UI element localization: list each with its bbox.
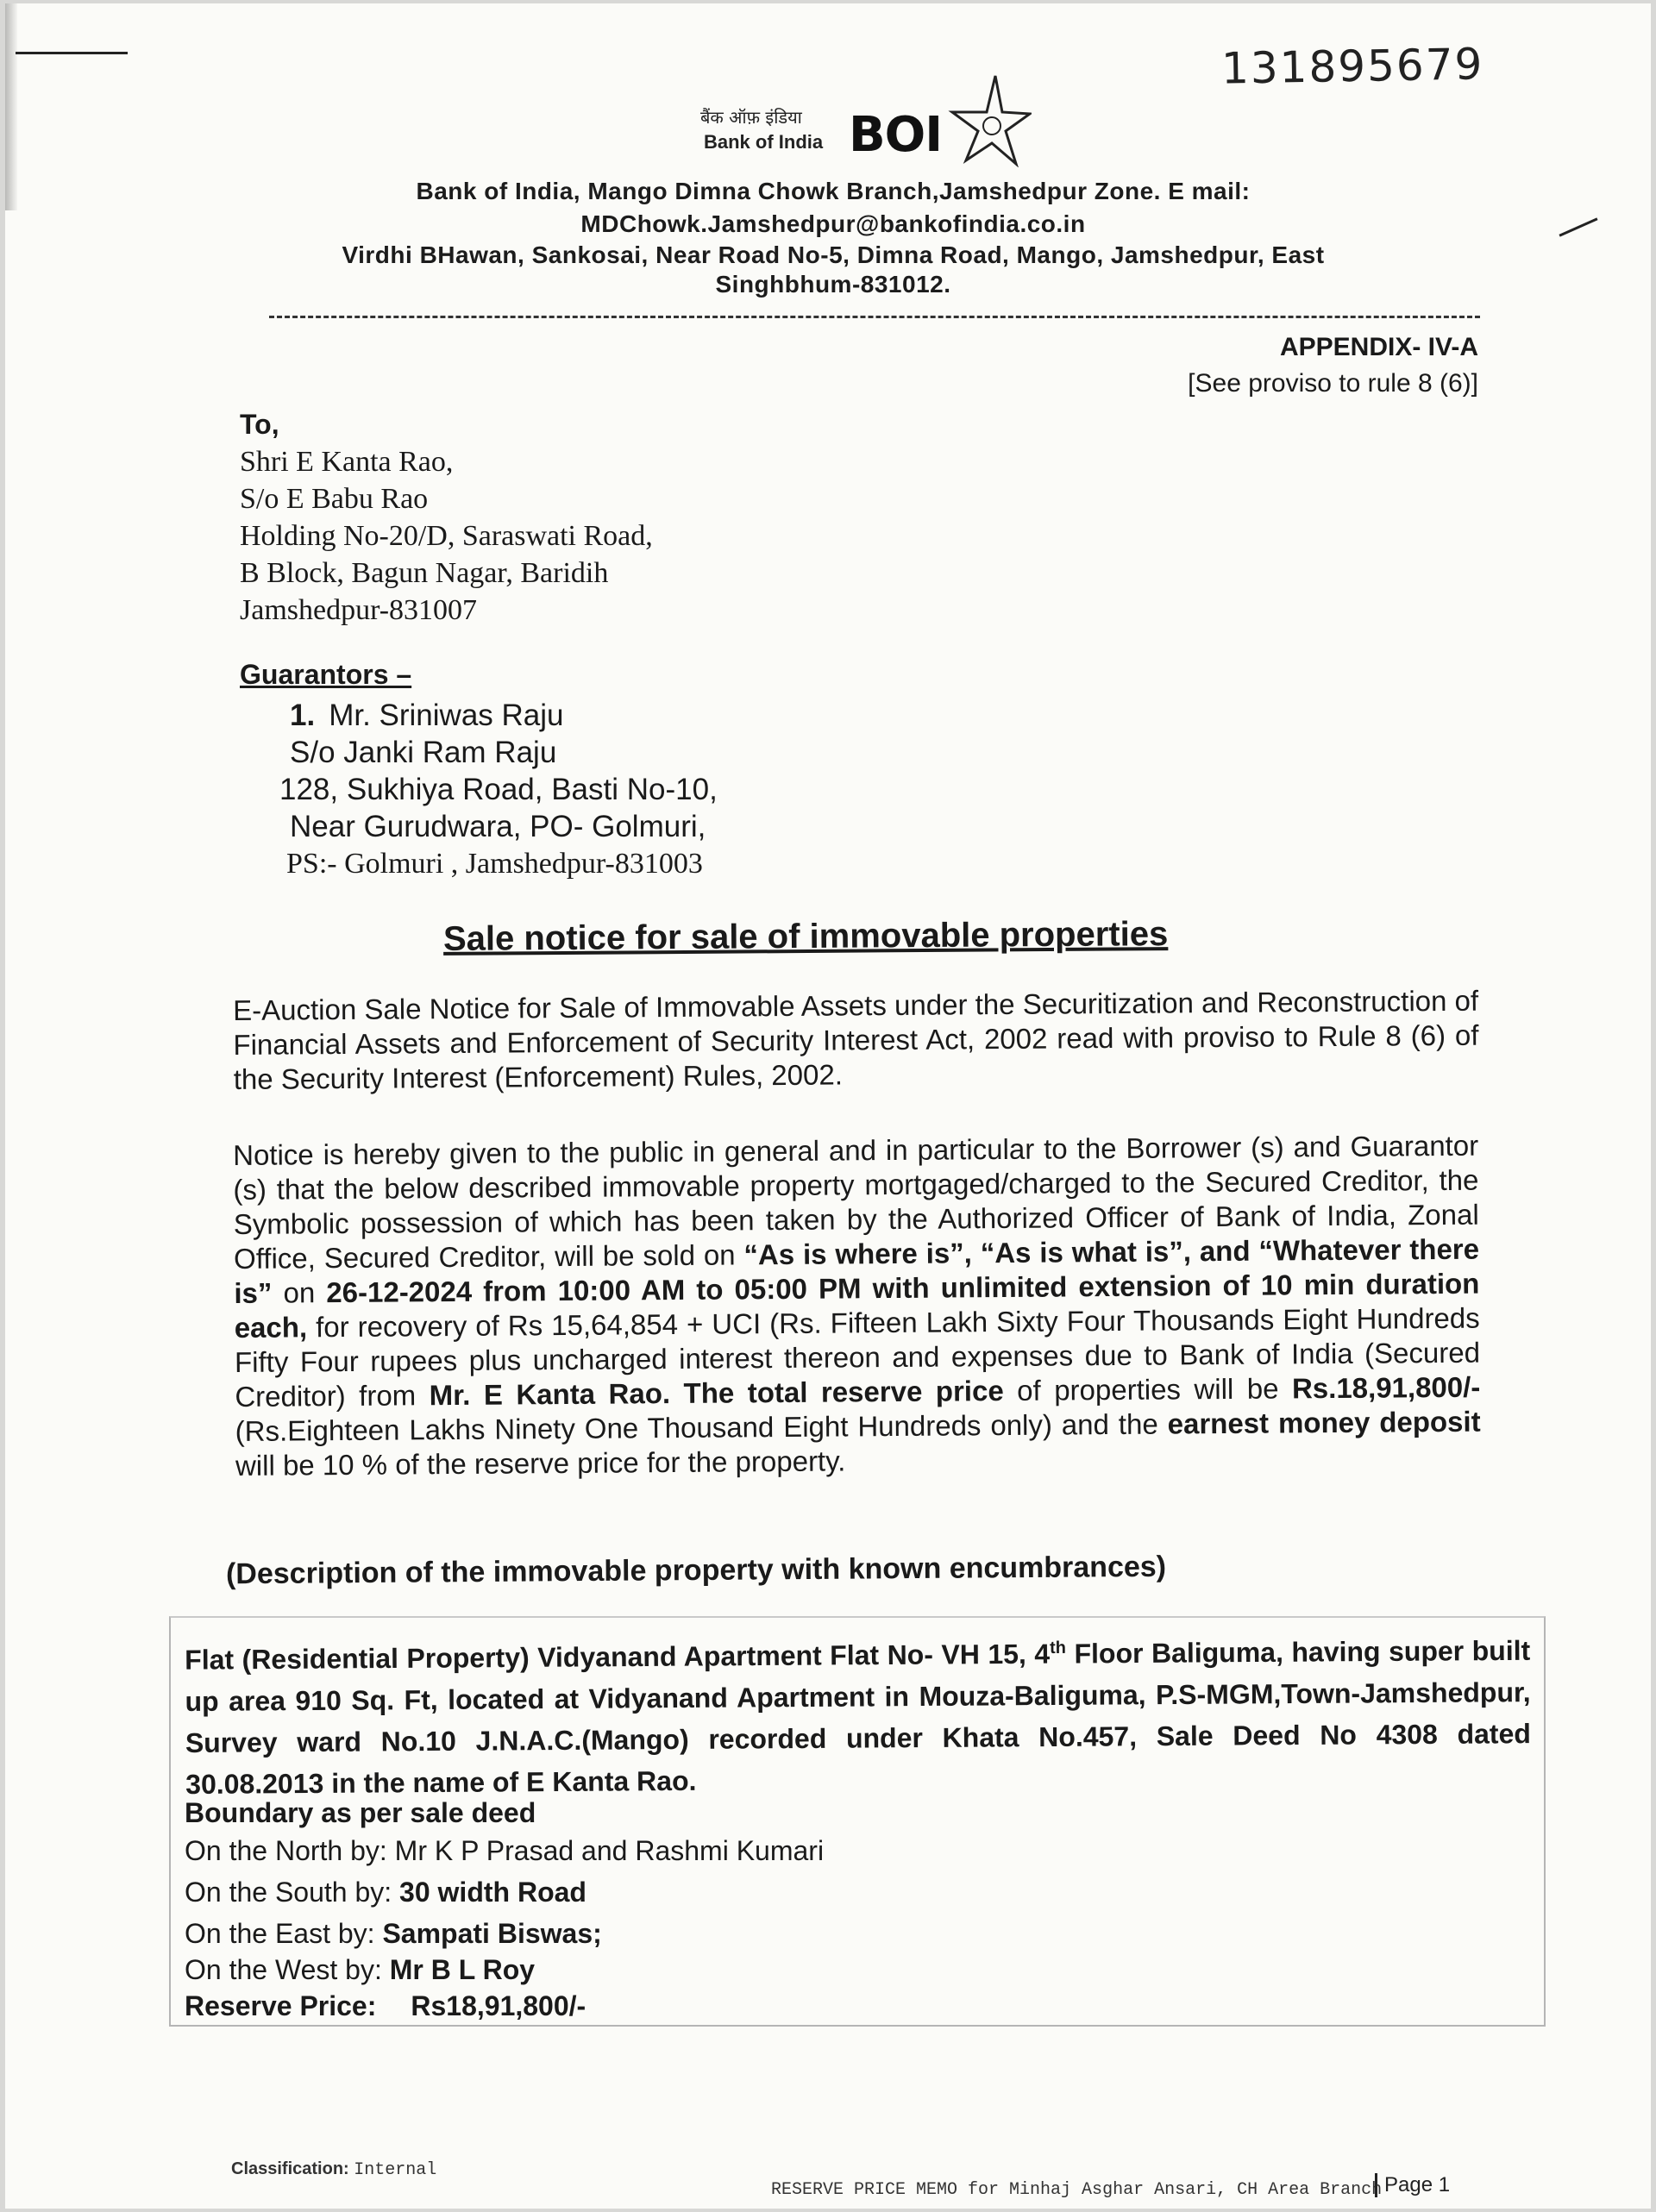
- logo-hindi-text: बैंक ऑफ़ इंडिया: [700, 107, 802, 128]
- boundary-west: [185, 1954, 535, 1986]
- boundary-label: On the East by:: [185, 1918, 383, 1949]
- notice-text: (Rs.Eighteen Lakhs Ninety One Thousand Eight Hundreds only) and the: [235, 1407, 1168, 1447]
- property-details-box: [169, 1616, 1546, 2027]
- address-line: Jamshedpur-831007: [240, 594, 478, 626]
- appendix-label: APPENDIX- IV-A: [1279, 333, 1478, 361]
- header-email: MDChowk.Jamshedpur@bankofindia.co.in: [580, 210, 1086, 237]
- boundary-value: Mr K P Prasad and Rashmi Kumari: [394, 1835, 825, 1866]
- header-divider: [269, 316, 1480, 318]
- scan-edge-shadow: [5, 3, 17, 210]
- notice-text: Notice is hereby given to the public in general and in particular to the Borrower (s) and Guarantor (s) that the below described immovable property mortgaged/charged to the Secured Creditor, the Symbolic possession of which has been taken by the Authorized Officer of Bank of India, Zonal Office, Secured Creditor, will be sold on: [233, 1129, 1479, 1275]
- header-address: Virdhi BHawan, Sankosai, Near Road No-5, Dimna Road, Mango, Jamshedpur, East: [342, 241, 1325, 268]
- logo-english-text: Bank of India: [704, 131, 824, 153]
- pen-tick-mark: [1559, 217, 1597, 236]
- classification-footer: [231, 2159, 436, 2180]
- document-page: [5, 3, 1651, 2209]
- classification-label: Classification:: [231, 2159, 349, 2178]
- reserve-price-value: Rs18,91,800/-: [411, 1990, 586, 2021]
- reserve-price-label: Reserve Price:: [185, 1990, 377, 2021]
- address-line: B Block, Bagun Nagar, Baridih: [240, 557, 609, 589]
- notice-text: will be 10 % of the reserve price for the property.: [235, 1444, 846, 1482]
- notice-emphasis: Mr. E Kanta Rao. The total reserve price: [429, 1374, 1004, 1412]
- address-line: 128, Sukhiya Road, Basti No-10,: [279, 773, 718, 806]
- memo-footer: RESERVE PRICE MEMO for Minhaj Asghar Ansari, CH Area Branch: [771, 2180, 1383, 2200]
- logo-brand-text: BOI: [849, 107, 943, 163]
- address-line: Near Gurudwara, PO- Golmuri,: [290, 810, 706, 843]
- reserve-price-amount: Rs.18,91,800/-: [1291, 1370, 1481, 1405]
- bank-logo: [695, 74, 1040, 169]
- classification-value: Internal: [354, 2160, 437, 2180]
- boundary-label: On the North by:: [185, 1835, 395, 1866]
- boundary-label: On the South by:: [185, 1877, 400, 1908]
- auction-date-time: 26-12-2024 from 10:00 AM to 05:00 PM with unlimited extension of 10 min duration each,: [234, 1267, 1480, 1344]
- boundary-east: [185, 1918, 602, 1950]
- ordinal-suffix: th: [1050, 1638, 1067, 1657]
- address-line: Shri E Kanta Rao,: [240, 446, 454, 478]
- star-icon: [945, 74, 1032, 167]
- guarantor-address: [279, 697, 718, 882]
- reserve-price-line: [185, 1990, 586, 2022]
- sale-notice-title: Sale notice for sale of immovable properties: [442, 915, 1169, 958]
- property-description: [185, 1624, 1531, 1805]
- boundary-title: Boundary as per sale deed: [185, 1797, 536, 1828]
- guarantors-title: Guarantors –: [240, 659, 412, 690]
- property-description-title: (Description of the immovable property with known encumbrances): [225, 1550, 1167, 1591]
- paragraph-notice: [233, 1129, 1481, 1483]
- boundary-value: Mr B L Roy: [389, 1954, 536, 1985]
- boundary-value: Sampati Biswas;: [382, 1918, 602, 1949]
- notice-emphasis: earnest money deposit: [1167, 1405, 1481, 1440]
- to-label: To,: [240, 409, 279, 440]
- address-line: Holding No-20/D, Saraswati Road,: [240, 520, 653, 552]
- boundary-south: [185, 1877, 586, 1908]
- guarantor-name: Mr. Sriniwas Raju: [329, 699, 564, 732]
- notice-text: for recovery of Rs 15,64,854 + UCI (Rs. Fifteen Lakh Sixty Four Thousands Eight Hundreds Fifty Four rupees plus uncharged interest thereon and expenses due to Bank of India (Secured Creditor) from: [234, 1301, 1481, 1413]
- boundary-north: [185, 1835, 824, 1867]
- address-line: PS:- Golmuri , Jamshedpur-831003: [286, 848, 703, 880]
- property-text: Flat (Residential Property) Vidyanand Apartment Flat No- VH 15, 4: [185, 1638, 1051, 1676]
- boundary-value: 30 width Road: [399, 1877, 586, 1908]
- boundary-label: On the West by:: [185, 1954, 390, 1985]
- handwritten-number: 131895679: [1220, 39, 1484, 94]
- notice-text: of properties will be: [1003, 1372, 1293, 1407]
- address-line: S/o E Babu Rao: [240, 483, 429, 515]
- pen-mark: [16, 52, 128, 54]
- paragraph-intro: E-Auction Sale Notice for Sale of Immovable Assets under the Securitization and Reconstruction of Financial Assets and Enforcement of Security Interest Act, 2002 read with proviso to Rule 8 (6) of the Security Interest (Enforcement) Rules, 2002.: [233, 984, 1479, 1095]
- page-number: Page 1: [1375, 2173, 1450, 2197]
- header-line: Bank of India, Mango Dimna Chowk Branch,Jamshedpur Zone. E mail:: [416, 178, 1251, 204]
- property-text: Floor Baliguma, having super built up area 910 Sq. Ft, located at Vidyanand Apartment in Mouza-Baliguma, P.S-MGM,Town-Jamshedpur, Survey ward No.10 J.N.A.C.(Mango) recorded under Khata No.457, Sale Deed No 4308 dated 30.08.2013 in the name of E Kanta Rao.: [185, 1634, 1531, 1800]
- address-line: S/o Janki Ram Raju: [290, 736, 557, 769]
- header-pincode: Singhbhum-831012.: [715, 271, 951, 298]
- proviso-label: [See proviso to rule 8 (6)]: [1188, 369, 1478, 398]
- notice-emphasis: “As is where is”, “As is what is”, and “Whatever there is”: [234, 1232, 1480, 1309]
- notice-text: on: [272, 1276, 327, 1309]
- borrower-address: [240, 443, 653, 629]
- guarantor-number: 1.: [290, 699, 316, 732]
